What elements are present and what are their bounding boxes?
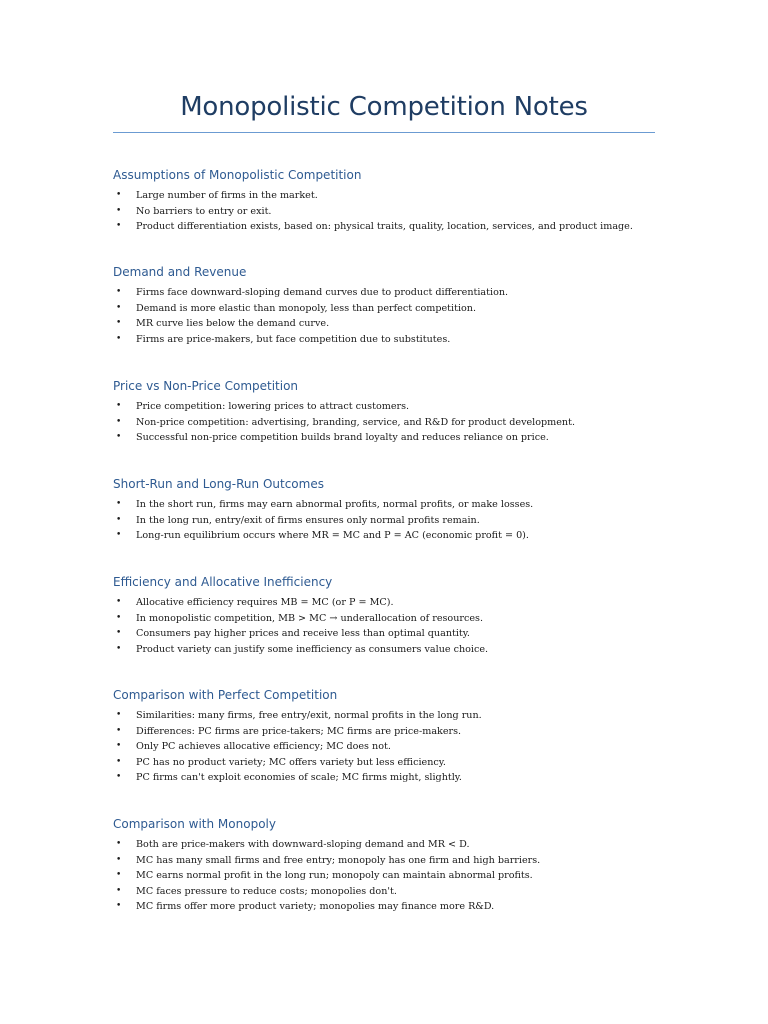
list-item-text: Product differentiation exists, based on: physical traits, quality, location, services, and product image. bbox=[136, 221, 633, 233]
bullet-list bbox=[113, 285, 673, 347]
bullet-icon: • bbox=[116, 302, 122, 313]
section-heading: Comparison with Perfect Competition bbox=[113, 688, 338, 702]
list-item bbox=[113, 513, 673, 529]
bullet-icon: • bbox=[116, 756, 122, 767]
list-item bbox=[113, 188, 673, 204]
document-title: Monopolistic Competition Notes bbox=[180, 92, 588, 122]
list-item-text: Product variety can justify some inefficiency as consumers value choice. bbox=[136, 643, 489, 655]
list-item bbox=[113, 301, 673, 317]
list-item-text: In monopolistic competition, MB > MC → underallocation of resources. bbox=[136, 612, 483, 624]
bullet-icon: • bbox=[116, 287, 122, 297]
section-short-long-run bbox=[113, 476, 673, 544]
bullet-icon: • bbox=[116, 514, 122, 525]
list-item bbox=[113, 497, 673, 513]
section-perfect-competition bbox=[113, 687, 673, 786]
bullet-icon: • bbox=[116, 901, 122, 912]
bullet-icon: • bbox=[116, 190, 122, 200]
list-item bbox=[113, 219, 673, 235]
list-item bbox=[113, 899, 673, 915]
list-item bbox=[113, 884, 673, 900]
list-item bbox=[113, 611, 673, 627]
list-item bbox=[113, 430, 673, 446]
bullet-list bbox=[113, 399, 673, 446]
bullet-icon: • bbox=[116, 854, 122, 865]
list-item-text: Consumers pay higher prices and receive less than optimal quantity. bbox=[136, 628, 470, 640]
list-item bbox=[113, 837, 673, 853]
bullet-list bbox=[113, 708, 673, 786]
bullet-icon: • bbox=[116, 530, 122, 541]
bullet-icon: • bbox=[116, 643, 122, 654]
list-item-text: In the long run, entry/exit of firms ensures only normal profits remain. bbox=[136, 514, 480, 526]
list-item-text: Allocative efficiency requires MB = MC (or P = MC). bbox=[136, 597, 394, 608]
list-item-text: MR curve lies below the demand curve. bbox=[136, 318, 330, 330]
list-item-text: Successful non-price competition builds brand loyalty and reduces reliance on price. bbox=[136, 432, 549, 444]
list-item bbox=[113, 739, 673, 755]
section-heading: Short-Run and Long-Run Outcomes bbox=[113, 477, 324, 491]
bullet-icon: • bbox=[116, 612, 122, 623]
bullet-icon: • bbox=[116, 772, 122, 783]
section-assumptions bbox=[113, 167, 673, 235]
list-item bbox=[113, 204, 673, 220]
list-item-text: Long-run equilibrium occurs where MR = MC and P = AC (economic profit = 0). bbox=[136, 530, 529, 542]
bullet-icon: • bbox=[116, 333, 122, 344]
list-item bbox=[113, 626, 673, 642]
list-item-text: No barriers to entry or exit. bbox=[136, 205, 272, 217]
list-item-text: Non-price competition: advertising, branding, service, and R&D for product development. bbox=[136, 416, 576, 428]
bullet-icon: • bbox=[116, 432, 122, 443]
bullet-icon: • bbox=[116, 741, 122, 752]
list-item-text: MC earns normal profit in the long run; monopoly can maintain abnormal profits. bbox=[136, 870, 533, 882]
list-item bbox=[113, 399, 673, 415]
bullet-icon: • bbox=[116, 401, 122, 411]
list-item-text: Demand is more elastic than monopoly, less than perfect competition. bbox=[136, 302, 477, 314]
bullet-icon: • bbox=[116, 205, 122, 216]
bullet-icon: • bbox=[116, 416, 122, 427]
bullet-icon: • bbox=[116, 839, 122, 849]
list-item bbox=[113, 415, 673, 431]
list-item bbox=[113, 332, 673, 348]
bullet-icon: • bbox=[116, 725, 122, 736]
section-price-competition bbox=[113, 378, 673, 446]
bullet-list bbox=[113, 188, 673, 235]
list-item bbox=[113, 724, 673, 740]
list-item bbox=[113, 528, 673, 544]
list-item-text: MC firms offer more product variety; monopolies may finance more R&D. bbox=[136, 901, 495, 913]
bullet-list bbox=[113, 595, 673, 657]
list-item bbox=[113, 708, 673, 724]
list-item-text: Price competition: lowering prices to attract customers. bbox=[136, 401, 410, 412]
list-item-text: Similarities: many firms, free entry/exit, normal profits in the long run. bbox=[136, 710, 482, 721]
list-item bbox=[113, 642, 673, 658]
list-item-text: MC has many small firms and free entry; monopoly has one firm and high barriers. bbox=[136, 854, 541, 866]
list-item-text: Both are price-makers with downward-sloping demand and MR < D. bbox=[136, 839, 470, 850]
section-monopoly bbox=[113, 816, 673, 915]
list-item bbox=[113, 316, 673, 332]
bullet-icon: • bbox=[116, 710, 122, 720]
list-item bbox=[113, 868, 673, 884]
list-item-text: Firms face downward-sloping demand curves due to product differentiation. bbox=[136, 287, 509, 298]
list-item-text: Large number of firms in the market. bbox=[136, 190, 318, 201]
section-heading: Comparison with Monopoly bbox=[113, 817, 276, 831]
list-item-text: Differences: PC firms are price-takers; MC firms are price-makers. bbox=[136, 725, 462, 737]
section-heading: Assumptions of Monopolistic Competition bbox=[113, 168, 362, 182]
list-item-text: PC has no product variety; MC offers variety but less efficiency. bbox=[136, 756, 446, 768]
list-item bbox=[113, 595, 673, 611]
bullet-icon: • bbox=[116, 221, 122, 232]
list-item bbox=[113, 770, 673, 786]
bullet-icon: • bbox=[116, 870, 122, 881]
bullet-icon: • bbox=[116, 499, 122, 509]
bullet-list bbox=[113, 497, 673, 544]
bullet-icon: • bbox=[116, 885, 122, 896]
section-demand-revenue bbox=[113, 264, 673, 347]
list-item bbox=[113, 755, 673, 771]
section-heading: Demand and Revenue bbox=[113, 265, 247, 279]
list-item bbox=[113, 853, 673, 869]
list-item-text: PC firms can't exploit economies of scale; MC firms might, slightly. bbox=[136, 772, 462, 784]
bullet-icon: • bbox=[116, 318, 122, 329]
section-heading: Price vs Non-Price Competition bbox=[113, 379, 299, 393]
bullet-icon: • bbox=[116, 597, 122, 607]
list-item-text: In the short run, firms may earn abnormal profits, normal profits, or make losses. bbox=[136, 499, 534, 510]
section-efficiency bbox=[113, 574, 673, 657]
title-divider bbox=[113, 132, 655, 133]
list-item bbox=[113, 285, 673, 301]
bullet-icon: • bbox=[116, 628, 122, 639]
list-item-text: Only PC achieves allocative efficiency; MC does not. bbox=[136, 741, 391, 753]
list-item-text: Firms are price-makers, but face competition due to substitutes. bbox=[136, 333, 451, 345]
list-item-text: MC faces pressure to reduce costs; monopolies don't. bbox=[136, 885, 397, 897]
bullet-list bbox=[113, 837, 673, 915]
section-heading: Efficiency and Allocative Inefficiency bbox=[113, 575, 333, 589]
